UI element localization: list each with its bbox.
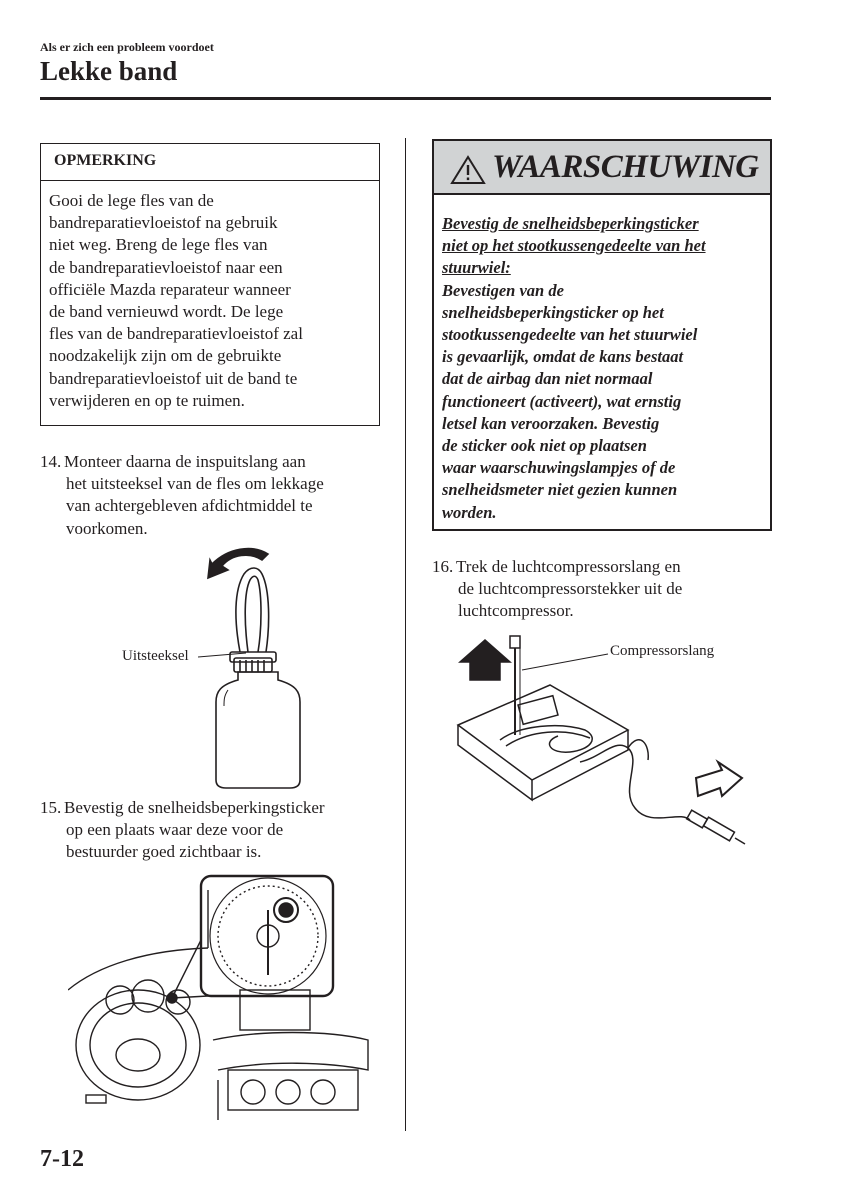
step-number: 16.: [432, 557, 454, 576]
callout-compressor-hose: Compressorslang: [610, 643, 715, 659]
warning-triangle-icon: [450, 155, 486, 185]
warning-body: [442, 213, 706, 524]
step-number: 15.: [40, 798, 62, 817]
compressor-illustration: [450, 630, 760, 845]
note-line: Gooi de lege fles van de: [49, 191, 214, 210]
warning-heading-line: niet op het stootkussengedeelte van het: [442, 236, 706, 256]
note-box: [40, 143, 380, 426]
warning-line: de sticker ook niet op plaatsen: [442, 436, 647, 456]
warning-heading-line: stuurwiel:: [442, 258, 511, 278]
step-line: van achtergebleven afdichtmiddel te: [66, 496, 313, 516]
note-line: de band vernieuwd wordt. De lege: [49, 302, 284, 322]
warning-box: [432, 139, 772, 531]
title-rule: [40, 97, 771, 100]
step-line: Trek de luchtcompressorslang en: [456, 557, 681, 576]
step-line: Bevestig de snelheidsbeperkingsticker: [64, 798, 325, 817]
warning-line: is gevaarlijk, omdat de kans bestaat: [442, 347, 684, 367]
section-label: Als er zich een probleem voordoet: [40, 40, 214, 54]
warning-line: dat de airbag dan niet normaal: [442, 369, 653, 389]
step-line: bestuurder goed zichtbaar is.: [66, 842, 262, 862]
warning-line: letsel kan veroorzaken. Bevestig: [442, 413, 660, 433]
step-line: de luchtcompressorstekker uit de: [458, 579, 683, 599]
warning-line: stootkussengedeelte van het stuurwiel: [442, 325, 698, 345]
step-number: 14.: [40, 452, 62, 471]
note-body: [41, 181, 379, 412]
note-line: bandreparatievloeistof na gebruik: [49, 213, 278, 233]
step-line: voorkomen.: [66, 518, 148, 538]
warning-line: snelheidsmeter niet gezien kunnen: [442, 480, 678, 500]
page-title: Lekke band: [40, 56, 178, 86]
warning-line: waar waarschuwingslampjes of de: [442, 458, 676, 478]
warning-line: Bevestigen van de: [442, 280, 564, 300]
note-line: noodzakelijk zijn om de gebruikte: [49, 346, 282, 366]
note-line: de bandreparatievloeistof naar een: [49, 257, 283, 277]
warning-line: worden.: [442, 502, 497, 522]
bottle-illustration: [190, 540, 320, 790]
note-line: verwijderen en op te ruimen.: [49, 390, 245, 410]
dashboard-illustration: [68, 870, 408, 1120]
warning-line: snelheidsbeperkingsticker op het: [442, 302, 664, 322]
step-line: luchtcompressor.: [458, 601, 574, 621]
step-16: [432, 556, 682, 623]
step-line: Monteer daarna de inspuitslang aan: [64, 452, 306, 471]
step-15: [40, 797, 325, 864]
warning-header: [434, 141, 770, 195]
note-line: officiële Mazda reparateur wanneer: [49, 279, 291, 299]
note-line: niet weg. Breng de lege fles van: [49, 235, 268, 255]
step-line: het uitsteeksel van de fles om lekkage: [66, 474, 324, 494]
step-line: op een plaats waar deze voor de: [66, 820, 284, 840]
warning-line: functioneert (activeert), wat ernstig: [442, 391, 682, 411]
callout-leader: [198, 650, 248, 662]
warning-title: WAARSCHUWING: [492, 149, 759, 185]
warning-heading-line: Bevestig de snelheidsbeperkingsticker: [442, 214, 699, 233]
callout-protrusion: Uitsteeksel: [122, 648, 189, 664]
note-heading: OPMERKING: [41, 144, 379, 181]
page-number: 7-12: [40, 1146, 84, 1172]
note-line: fles van de bandreparatievloeistof zal: [49, 324, 303, 344]
step-14: [40, 451, 324, 540]
note-line: bandreparatievloeistof uit de band te: [49, 368, 298, 388]
